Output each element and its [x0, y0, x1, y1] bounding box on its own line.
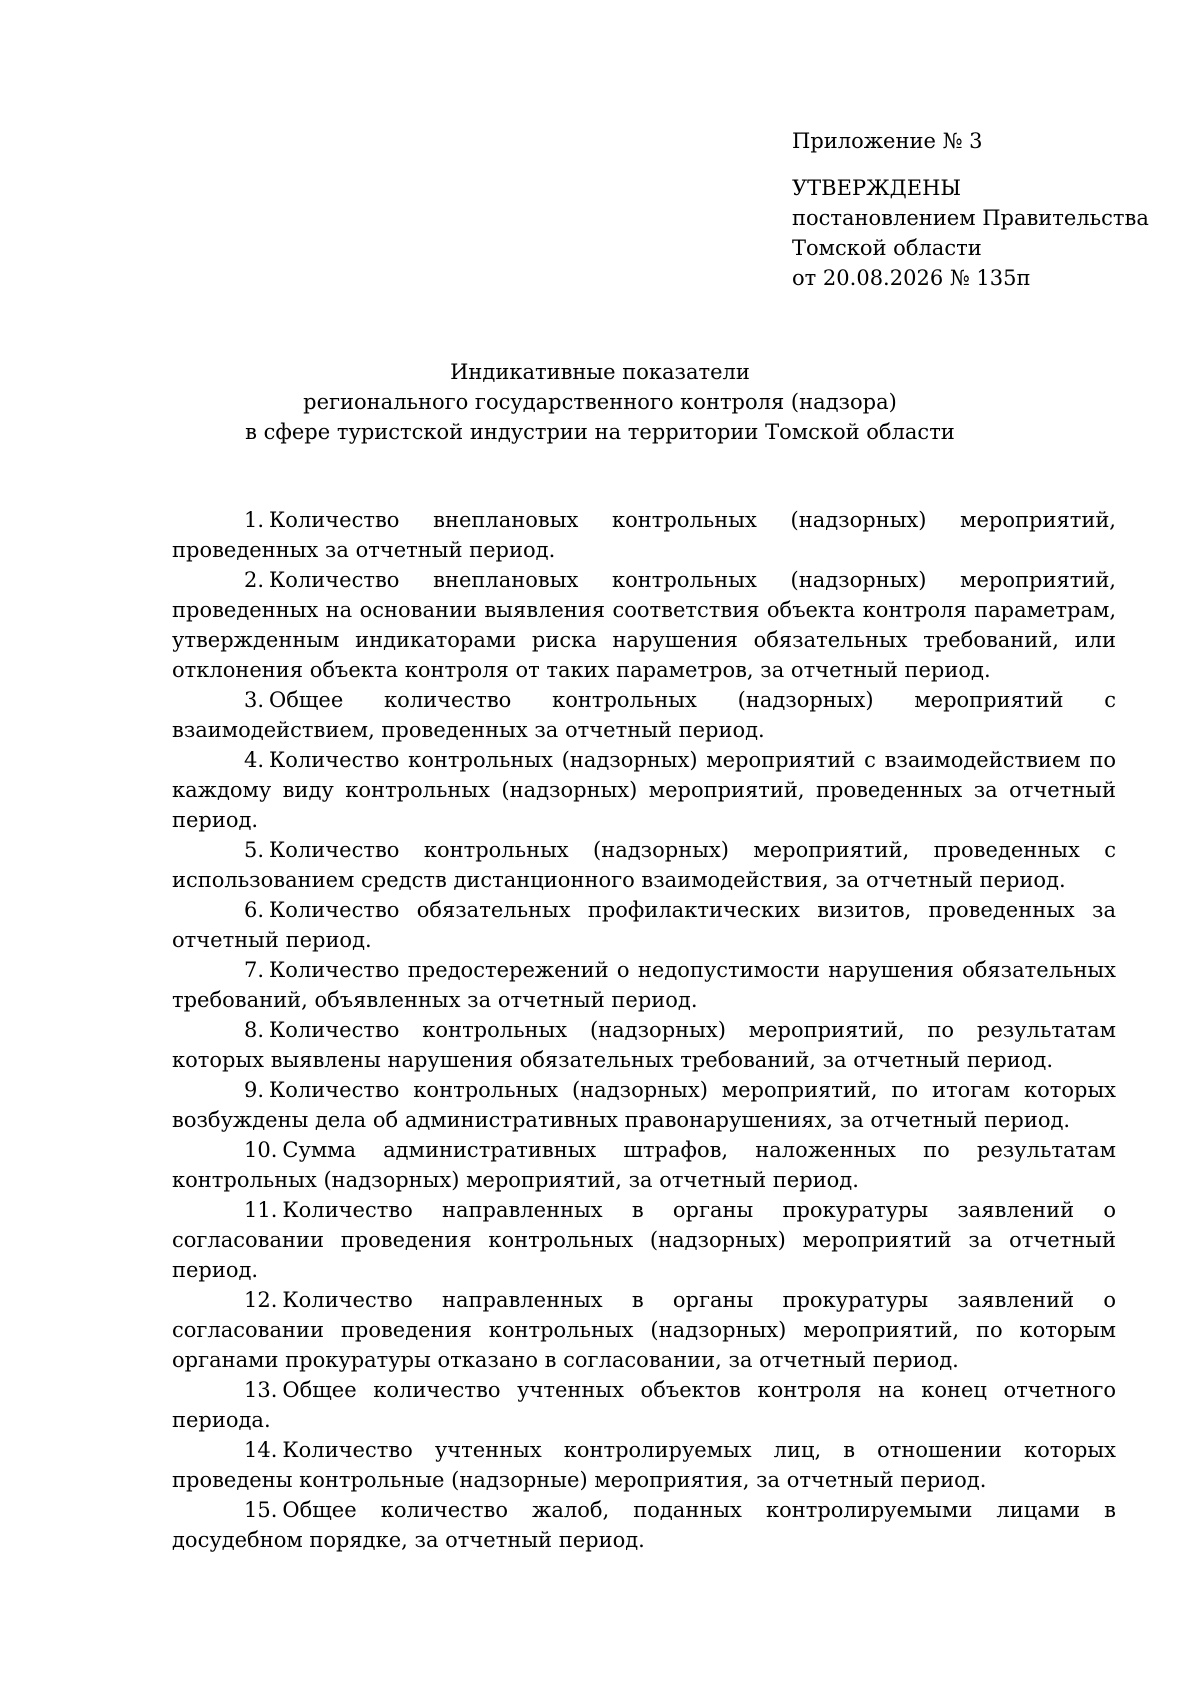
list-item: [172, 1435, 1116, 1495]
item-number: 2.: [244, 568, 265, 592]
list-item: [172, 955, 1116, 1015]
item-text: Количество предостережений о недопустимости нарушения обязательных требований, объявленных за отчетный период.: [172, 958, 1116, 1012]
annex-label: Приложение № 3: [792, 129, 983, 153]
item-text: Количество направленных в органы прокуратуры заявлений о согласовании проведения контрольных (надзорных) мероприятий за отчетный период.: [172, 1198, 1116, 1282]
item-text: Количество контрольных (надзорных) мероприятий, по итогам которых возбуждены дела об административных правонарушениях, за отчетный период.: [172, 1078, 1116, 1132]
item-number: 12.: [244, 1288, 278, 1312]
item-text: Общее количество жалоб, поданных контролируемыми лицами в досудебном порядке, за отчетный период.: [172, 1498, 1116, 1552]
approved-label: УТВЕРЖДЕНЫ: [792, 176, 962, 200]
list-item: [172, 1375, 1116, 1435]
item-text: Количество контрольных (надзорных) мероприятий с взаимодействием по каждому виду контрольных (надзорных) мероприятий, проведенных за отчетный период.: [172, 748, 1116, 832]
title-line-2: регионального государственного контроля (надзора): [303, 390, 897, 414]
list-item: [172, 1075, 1116, 1135]
list-item: [172, 835, 1116, 895]
item-number: 1.: [244, 508, 265, 532]
title-line-1: Индикативные показатели: [450, 360, 750, 384]
approval-block: [792, 126, 1192, 293]
item-number: 5.: [244, 838, 265, 862]
document-title: [150, 357, 1050, 447]
list-item: [172, 685, 1116, 745]
list-item: [172, 1495, 1116, 1555]
item-number: 10.: [244, 1138, 278, 1162]
item-text: Сумма административных штрафов, наложенных по результатам контрольных (надзорных) мероприятий, за отчетный период.: [172, 1138, 1116, 1192]
list-item: [172, 1015, 1116, 1075]
item-number: 6.: [244, 898, 265, 922]
item-number: 4.: [244, 748, 265, 772]
item-number: 11.: [244, 1198, 278, 1222]
approved-date: от 20.08.2026 № 135п: [792, 266, 1031, 290]
list-item: [172, 565, 1116, 685]
item-number: 9.: [244, 1078, 265, 1102]
list-item: [172, 1285, 1116, 1375]
item-number: 14.: [244, 1438, 278, 1462]
list-item: [172, 895, 1116, 955]
item-text: Количество направленных в органы прокуратуры заявлений о согласовании проведения контрольных (надзорных) мероприятий, по которым органами прокуратуры отказано в согласовании, за отчетный период.: [172, 1288, 1116, 1372]
item-number: 13.: [244, 1378, 278, 1402]
item-text: Количество контрольных (надзорных) мероприятий, проведенных с использованием средств дистанционного взаимодействия, за отчетный период.: [172, 838, 1116, 892]
item-number: 15.: [244, 1498, 278, 1522]
approved-region: Томской области: [792, 236, 982, 260]
item-number: 7.: [244, 958, 265, 982]
item-text: Количество обязательных профилактических визитов, проведенных за отчетный период.: [172, 898, 1116, 952]
item-text: Количество учтенных контролируемых лиц, в отношении которых проведены контрольные (надзорные) мероприятия, за отчетный период.: [172, 1438, 1116, 1492]
approved-by: постановлением Правительства: [792, 206, 1149, 230]
list-item: [172, 1195, 1116, 1285]
item-text: Количество внеплановых контрольных (надзорных) мероприятий, проведенных на основании выявления соответствия объекта контроля параметрам, утвержденным индикаторами риска нарушения обязательных требований, или отклонения объекта контроля от таких параметров, за отчетный период.: [172, 568, 1116, 682]
list-item: [172, 745, 1116, 835]
list-item: [172, 505, 1116, 565]
item-text: Количество контрольных (надзорных) мероприятий, по результатам которых выявлены нарушения обязательных требований, за отчетный период.: [172, 1018, 1116, 1072]
title-line-3: в сфере туристской индустрии на территории Томской области: [245, 420, 955, 444]
list-item: [172, 1135, 1116, 1195]
item-number: 3.: [244, 688, 265, 712]
indicator-list: [172, 505, 1116, 1555]
item-number: 8.: [244, 1018, 265, 1042]
item-text: Общее количество контрольных (надзорных) мероприятий с взаимодействием, проведенных за отчетный период.: [172, 688, 1116, 742]
item-text: Количество внеплановых контрольных (надзорных) мероприятий, проведенных за отчетный период.: [172, 508, 1116, 562]
item-text: Общее количество учтенных объектов контроля на конец отчетного периода.: [172, 1378, 1116, 1432]
